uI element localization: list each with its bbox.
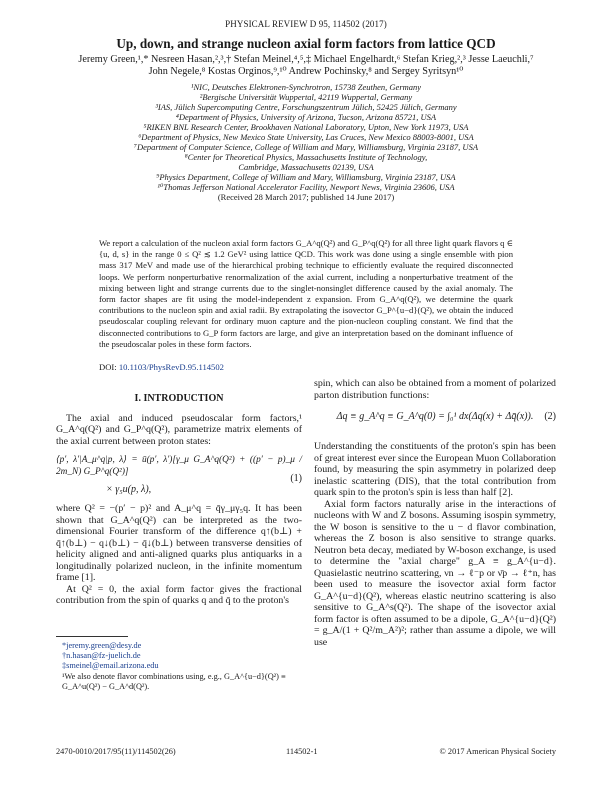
author-line: John Negele,⁸ Kostas Orginos,⁹,¹⁰ Andrew Pochinsky,⁸ and Sergey Syritsyn¹⁰ bbox=[148, 66, 464, 78]
paragraph: where Q² = −(p′ − p)² and A_μ^q = q̄γ_μγ₅q. It has been shown that G_A^q(Q²) can be interpreted as the two-dimensional Fourier transform of the difference q↑(b⊥) + q̄↑(b⊥) − q↓(b⊥) − q̄↓(b⊥) between transverse densities of helicity aligned and anti-aligned quarks plus antiquarks in a longitudinally polarized nucleon, in the infinite momentum frame [1]. bbox=[56, 503, 302, 583]
paragraph: The axial and induced pseudoscalar form factors,¹ G_A^q(Q²) and G_P^q(Q²), parametrize matrix elements of the axial current between proton states: bbox=[56, 412, 302, 447]
affiliation: ¹⁰Thomas Jefferson National Accelerator Facility, Newport News, Virginia 23606, USA bbox=[157, 182, 455, 192]
affiliation-list bbox=[40, 82, 572, 202]
doi-label: DOI: bbox=[99, 362, 117, 372]
paper-title: Up, down, and strange nucleon axial form factors from lattice QCD bbox=[116, 36, 496, 51]
author-list bbox=[60, 54, 552, 79]
affiliation: ⁴Department of Physics, University of Arizona, Tucson, Arizona 85721, USA bbox=[175, 112, 437, 122]
paragraph: spin, which can also be obtained from a moment of polarized parton distribution functions: bbox=[314, 378, 556, 401]
footnote-email[interactable]: *jeremy.green@desy.de bbox=[62, 641, 142, 650]
abstract: We report a calculation of the nucleon axial form factors G_A^q(Q²) and G_P^q(Q²) for all three light quark flavors q ∈ {u, d, s} in the range 0 ≤ Q² ≲ 1.2 GeV² using lattice QCD. This work was done using a single ensemble with pion mass 317 MeV and made use of the hierarchical probing technique to efficiently evaluate the required disconnected loops. We perform nonperturbative renormalization of the axial current, including a nonperturbative treatment of the mixing between light and strange currents due to the singlet-nonsinglet difference caused by the axial anomaly. The form factor shapes are fit using the model-independent z expansion. From G_A^q(Q²), we determine the quark contributions to the nucleon spin and axial radii. By extrapolating the isovector G_P^{u−d}(Q²), we obtain the induced pseudoscalar coupling relevant for ordinary muon capture and the pion-nucleon coupling constant. We find that the disconnected contributions to G_P form factors are large, and give an interpretation based on the dominant influence of the pseudoscalar poles in these form factors. bbox=[99, 238, 513, 349]
journal-header: PHYSICAL REVIEW D 95, 114502 (2017) bbox=[225, 19, 387, 29]
affiliation: ⁹Physics Department, College of William and Mary, Williamsburg, Virginia 23187, USA bbox=[156, 172, 456, 182]
equation-number: (1) bbox=[290, 473, 302, 484]
affiliation: ³IAS, Jülich Supercomputing Centre, Forschungszentrum Jülich, 52425 Jülich, Germany bbox=[155, 102, 457, 112]
affiliation: ⁷Department of Computer Science, College of William and Mary, Williamsburg, Virginia 23187, USA bbox=[133, 142, 479, 152]
affiliation: ²Bergische Universität Wuppertal, 42119 Wuppertal, Germany bbox=[199, 92, 413, 102]
doi-link[interactable]: 10.1103/PhysRevD.95.114502 bbox=[118, 362, 224, 372]
paragraph: Understanding the constituents of the proton's spin has been of great interest ever since the European Muon Collaboration found, by measuring the spin asymmetry in polarized deep inelastic scattering (DIS), that the total contribution from quark spin to the proton's spin is less than half [2]. bbox=[314, 441, 556, 498]
section-heading: I. INTRODUCTION bbox=[134, 393, 224, 404]
affiliation: ⁶Department of Physics, New Mexico State University, Las Cruces, New Mexico 88003-8001, USA bbox=[138, 132, 474, 142]
footnotes bbox=[56, 641, 302, 692]
equation-number: (2) bbox=[544, 411, 556, 422]
equation-line: × γ₅u(p, λ), bbox=[106, 484, 152, 495]
footnote-divider bbox=[56, 636, 128, 637]
equation-1 bbox=[56, 455, 302, 495]
footer-copyright: © 2017 American Physical Society bbox=[439, 747, 556, 756]
author-line: Jeremy Green,¹,* Nesreen Hasan,²,³,† Stefan Meinel,⁴,⁵,‡ Michael Engelhardt,⁶ Stefan Krieg,²,³ Jesse Laeuchli,⁷ bbox=[78, 54, 534, 65]
footer-page-number: 114502-1 bbox=[286, 747, 318, 756]
left-column bbox=[56, 393, 302, 607]
footnote-email[interactable]: †n.hasan@fz-juelich.de bbox=[62, 651, 141, 661]
right-column bbox=[314, 378, 556, 648]
paragraph: Axial form factors naturally arise in the interactions of nucleons with W and Z bosons. Assuming isospin symmetry, the W boson is sensitive to the u − d flavor combination, whereas the Z boson is also sensitive to strange quarks. Neutron beta decay, mediated by W-boson exchange, is used to determine the "axial charge" g_A ≡ g_A^{u−d}. Quasielastic neutrino scattering, νn → ℓ⁻p or ν̄p → ℓ⁺n, has been used to measure the isovector axial form factor G_A^{u−d}(Q²), whereas elastic neutrino scattering is also sensitive to G_A^s(Q²). The shape of the isovector axial form factor is often assumed to be a dipole, G_A^{u−d}(Q²) = g_A/(1 + Q²/m_A²)²; rather than assume a dipole, we will use bbox=[314, 498, 556, 648]
received-dates: (Received 28 March 2017; published 14 June 2017) bbox=[217, 192, 395, 202]
doi-line bbox=[99, 362, 224, 372]
affiliation: ⁵RIKEN BNL Research Center, Brookhaven National Laboratory, Upton, New York 11973, USA bbox=[143, 122, 469, 132]
equation-body: Δq ≡ g_A^q ≡ G_A^q(0) = ∫₀¹ dx(Δq(x) + Δq̄(x)). bbox=[336, 411, 534, 422]
footnote-text: ¹We also denote flavor combinations using, e.g., G_A^{u−d}(Q²) ≡ G_A^u(Q²) − G_A^d(Q²). bbox=[62, 671, 286, 691]
equation-2 bbox=[314, 411, 556, 429]
affiliation: ⁸Center for Theoretical Physics, Massachusetts Institute of Technology, bbox=[184, 152, 428, 162]
paragraph: At Q² = 0, the axial form factor gives the fractional contribution from the spin of quarks q and q̄ to the proton's bbox=[56, 583, 302, 606]
affiliation: ¹NIC, Deutsches Elektronen-Synchrotron, 15738 Zeuthen, Germany bbox=[190, 82, 422, 92]
equation-line: ⟨p′, λ′|A_μ^q|p, λ⟩ = ū(p′, λ′)[γ_μ G_A^q(Q²) + ((p′ − p)_μ / 2m_N) G_P^q(Q²)] bbox=[56, 455, 302, 477]
footnote-email[interactable]: ‡smeinel@email.arizona.edu bbox=[62, 661, 159, 671]
footer-issn: 2470-0010/2017/95(11)/114502(26) bbox=[56, 747, 176, 756]
affiliation: Cambridge, Massachusetts 02139, USA bbox=[238, 162, 374, 172]
